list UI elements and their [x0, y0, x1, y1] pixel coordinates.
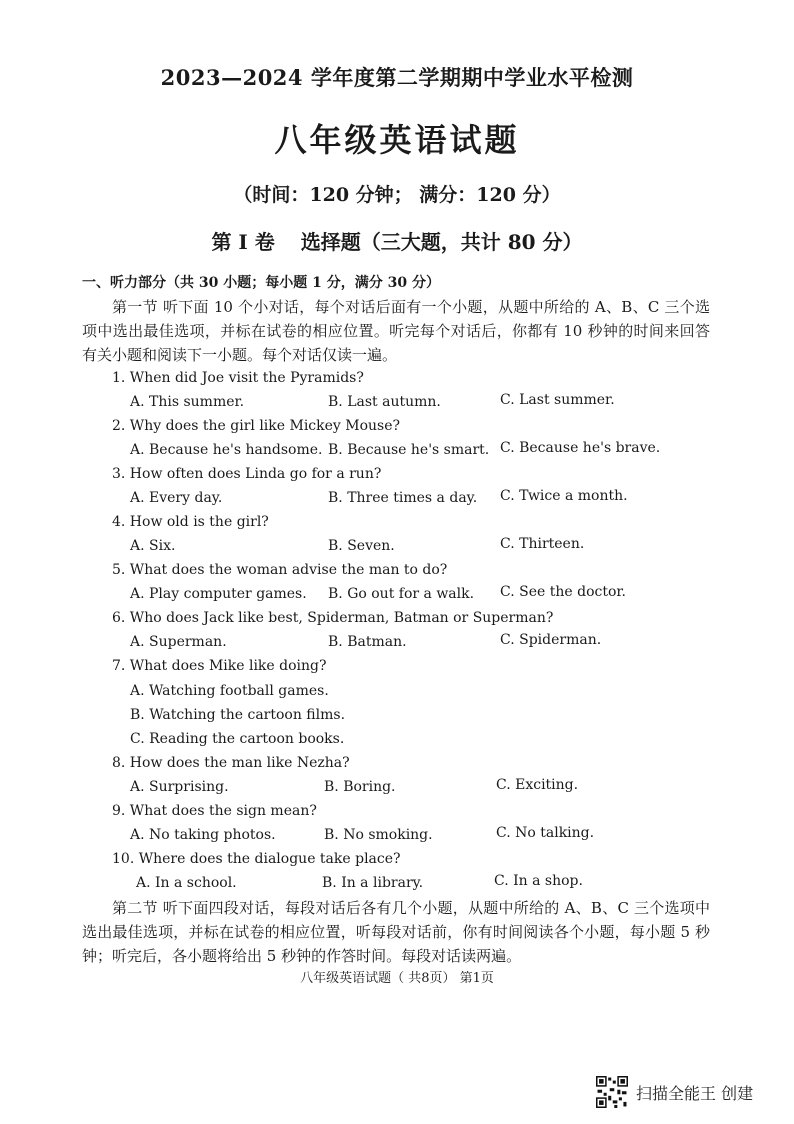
- time-info: （时间：120 分钟； 满分：120 分）: [233, 184, 561, 206]
- q1-option-c: C. Last summer.: [500, 392, 615, 408]
- q8-option-a: A. Surprising.: [130, 779, 229, 795]
- question-4: 4. How old is the girl?: [112, 514, 269, 530]
- q8-option-c: C. Exciting.: [496, 777, 579, 793]
- q7-option-b: B. Watching the cartoon films.: [130, 707, 346, 723]
- question-7: 7. What does Mike like doing?: [112, 658, 327, 674]
- q2-option-c: C. Because he's brave.: [500, 440, 661, 456]
- q7-option-c: C. Reading the cartoon books.: [130, 731, 345, 747]
- q1-option-a: A. This summer.: [130, 394, 245, 410]
- q5-option-a: A. Play computer games.: [130, 586, 307, 602]
- q3-option-a: A. Every day.: [130, 490, 223, 506]
- listening-heading: 一、听力部分（共 30 小题；每小题 1 分，满分 30 分）: [82, 275, 440, 291]
- q9-option-c: C. No talking.: [496, 825, 595, 841]
- q10-option-c: C. In a shop.: [494, 873, 583, 889]
- q5-option-b: B. Go out for a walk.: [328, 586, 475, 602]
- q6-option-c: C. Spiderman.: [500, 632, 602, 648]
- volume-title: [0, 226, 794, 255]
- qr-code-icon: [596, 1076, 628, 1108]
- question-3: 3. How often does Linda go for a run?: [112, 466, 382, 482]
- q6-option-b: B. Batman.: [328, 634, 407, 650]
- q10-option-b: B. In a library.: [322, 875, 424, 891]
- volume-name: 第 I 卷: [211, 230, 275, 254]
- question-10: 10. Where does the dialogue take place?: [112, 851, 401, 867]
- question-1: 1. When did Joe visit the Pyramids?: [112, 370, 364, 386]
- q8-option-b: B. Boring.: [324, 779, 396, 795]
- q2-option-b: B. Because he's smart.: [328, 442, 490, 458]
- q4-option-c: C. Thirteen.: [500, 536, 585, 552]
- q5-option-c: C. See the doctor.: [500, 584, 626, 600]
- subject-title: 八年级英语试题: [274, 121, 520, 159]
- q4-option-a: A. Six.: [130, 538, 176, 554]
- scanner-watermark: [596, 1076, 753, 1108]
- question-8: 8. How does the man like Nezha?: [112, 755, 350, 771]
- page-footer: 八年级英语试题（ 共8页） 第1页: [300, 971, 494, 986]
- q6-option-a: A. Superman.: [130, 634, 227, 650]
- q7-option-a: A. Watching football games.: [130, 683, 329, 699]
- question-5: 5. What does the woman advise the man to do?: [112, 562, 448, 578]
- exam-title: 2023—2024 学年度第二学期期中学业水平检测: [160, 65, 634, 90]
- q1-option-b: B. Last autumn.: [328, 394, 441, 410]
- q3-option-c: C. Twice a month.: [500, 488, 628, 504]
- question-9: 9. What does the sign mean?: [112, 803, 317, 819]
- part2-instructions: 第二节 听下面四段对话，每段对话后各有几个小题，从题中所给的 A、B、C 三个选项中选出最佳选项，并标在试卷的相应位置，听每段对话前，你有时间阅读各个小题，每小题 5 秒钟；听完后，各小题将给出 5 秒钟的作答时间。每段对话读两遍。: [82, 899, 710, 965]
- q9-option-b: B. No smoking.: [324, 827, 433, 843]
- q10-option-a: A. In a school.: [136, 875, 237, 891]
- q2-option-a: A. Because he's handsome.: [130, 442, 323, 458]
- scanner-text: 扫描全能王 创建: [636, 1083, 754, 1103]
- q3-option-b: B. Three times a day.: [328, 490, 478, 506]
- question-2: 2. Why does the girl like Mickey Mouse?: [112, 418, 401, 434]
- part1-instructions: 第一节 听下面 10 个小对话，每个对话后面有一个小题，从题中所给的 A、B、C 三个选项中选出最佳选项，并标在试卷的相应位置。听完每个对话后，你都有 10 秒钟的时间来回答有关小题和阅读下一小题。每个对话仅读一遍。: [82, 298, 710, 364]
- question-6: 6. Who does Jack like best, Spiderman, Batman or Superman?: [112, 610, 554, 626]
- q9-option-a: A. No taking photos.: [130, 827, 276, 843]
- q4-option-b: B. Seven.: [328, 538, 395, 554]
- volume-desc: 选择题（三大题，共计 80 分）: [300, 230, 583, 254]
